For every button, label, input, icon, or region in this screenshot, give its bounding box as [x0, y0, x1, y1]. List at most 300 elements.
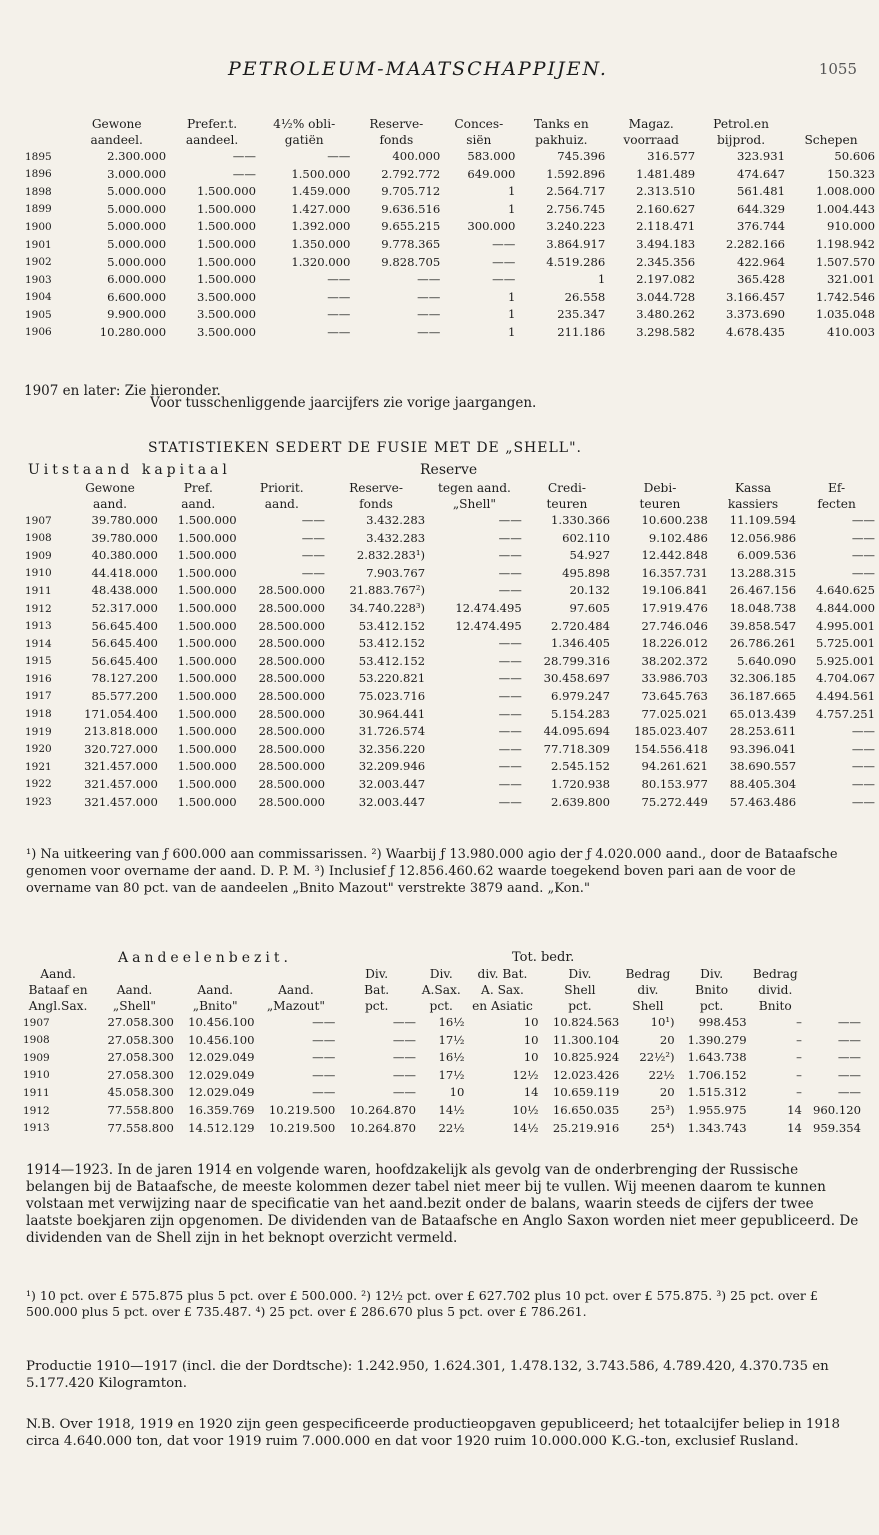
- table-cell: 39.780.000: [91, 513, 158, 527]
- table-cell: 97.605: [569, 600, 611, 615]
- table-cell: 10.659.119: [552, 1085, 620, 1100]
- column-header: div. Bat.: [477, 966, 528, 981]
- year-cell: 1905: [25, 308, 52, 321]
- table-cell: 48.438.000: [91, 583, 158, 598]
- table-cell: 1.500.000: [196, 184, 256, 199]
- table-cell: –: [796, 1085, 802, 1100]
- table-cell: 10.825.924: [552, 1050, 620, 1065]
- table-cell: 6.000.000: [107, 272, 167, 287]
- table-row: [24, 218, 876, 236]
- table-cell: 4.995.001: [815, 618, 875, 633]
- table-cell: 1.500.000: [196, 272, 256, 287]
- table-cell: 4.519.286: [546, 254, 606, 269]
- year-cell: 1908: [23, 1034, 50, 1047]
- table-cell: 1.392.000: [291, 219, 351, 234]
- table-cell: 2.197.082: [636, 272, 696, 287]
- table-cell: 2.639.800: [551, 794, 611, 809]
- table-cell: 3.864.917: [546, 236, 606, 251]
- table-cell: 11.300.104: [552, 1032, 620, 1047]
- column-header: teuren: [639, 496, 681, 511]
- table-cell: 583.000: [467, 149, 516, 163]
- table-cell: ——: [417, 324, 441, 339]
- column-header: kassiers: [727, 496, 779, 511]
- table-cell: 5.000.000: [107, 236, 167, 251]
- column-header: [24, 496, 61, 512]
- year-cell: 1912: [23, 1104, 50, 1117]
- column-header: Pref.: [183, 480, 213, 495]
- column-header: [786, 116, 876, 132]
- table-cell: 321.001: [827, 272, 875, 287]
- table-cell: 495.898: [562, 565, 611, 580]
- table-cell: 3.000.000: [107, 166, 167, 181]
- year-cell: 1921: [25, 760, 52, 773]
- statistics-footnotes: ¹) Na uitkeering van ƒ 600.000 aan commissarissen. ²) Waarbij ƒ 13.980.000 agio der ƒ 4.020.000 aand., door de Bataafsche genomen voor overname der aand. D. P. M. ³) Inclusief ƒ 12.856.460.62 waarde toegekend boven pari aan de voor de overname van 80 pct. van de aandeelen „Bnito Mazout" verstrekte 3879 aand. „Kon.": [26, 847, 838, 896]
- table-cell: 1: [507, 289, 516, 304]
- table-cell: 12.056.986: [729, 530, 797, 545]
- table-cell: 17½: [438, 1067, 465, 1082]
- table-cell: 1.330.366: [551, 513, 611, 527]
- table-row: [22, 1014, 862, 1032]
- table-cell: 1.500.000: [177, 741, 237, 756]
- table-cell: 56.645.400: [91, 618, 158, 633]
- column-header: gatiën: [284, 132, 324, 147]
- table-cell: 1.320.000: [291, 254, 351, 269]
- table-cell: 1.500.000: [177, 636, 237, 651]
- table-row: [24, 306, 876, 324]
- table-row: [22, 1049, 862, 1067]
- table-cell: 959.354: [813, 1120, 861, 1135]
- table-cell: 1.390.279: [687, 1032, 747, 1047]
- production-paragraph: Productie 1910—1917 (incl. die der Dordtsche): 1.242.950, 1.624.301, 1.478.132, 3.743.586, 4.789.420, 4.370.735 en 5.177.420 Kilogramton.: [26, 1359, 829, 1391]
- table-cell: 1.459.000: [291, 184, 351, 199]
- table-cell: ——: [851, 759, 875, 774]
- table-cell: 2.832.283¹): [356, 548, 426, 563]
- table-cell: 14: [787, 1102, 802, 1117]
- table-cell: ——: [417, 272, 441, 287]
- table-row: [24, 512, 876, 530]
- table-cell: 36.187.665: [729, 688, 797, 703]
- column-header: pct.: [699, 998, 724, 1013]
- column-header: bijprod.: [716, 132, 766, 147]
- header-row: [24, 132, 876, 148]
- header-row: [22, 982, 862, 998]
- table-cell: ——: [232, 166, 256, 181]
- table-cell: 52.317.000: [91, 600, 158, 615]
- table-cell: 321.457.000: [84, 794, 158, 809]
- year-cell: 1910: [23, 1069, 50, 1082]
- column-header: Credi-: [547, 480, 587, 495]
- table-row: [24, 201, 876, 219]
- table-cell: ——: [392, 1067, 416, 1082]
- table-cell: ——: [851, 776, 875, 791]
- table-cell: 7.903.767: [366, 565, 426, 580]
- column-header: Bedrag: [752, 966, 798, 981]
- table-cell: 1.955.975: [687, 1102, 747, 1117]
- table-cell: 1.500.000: [177, 600, 237, 615]
- header-row: [22, 966, 862, 982]
- table-cell: 3.166.457: [725, 289, 785, 304]
- table-cell: 21.883.767²): [349, 583, 426, 598]
- table-cell: 22½²): [639, 1050, 675, 1065]
- table-row: [24, 236, 876, 254]
- table-cell: 213.818.000: [84, 724, 158, 739]
- table-cell: ——: [837, 1050, 861, 1065]
- table-cell: ——: [498, 548, 522, 563]
- page-title: PETROLEUM-MAATSCHAPPIJEN.: [228, 58, 608, 80]
- table-cell: 1.515.312: [687, 1085, 747, 1100]
- table-cell: 32.003.447: [358, 794, 426, 809]
- table-cell: 53.412.152: [358, 618, 426, 633]
- table-cell: 9.705.712: [381, 184, 441, 199]
- table-cell: 17.919.476: [641, 600, 708, 615]
- table-cell: 16½: [438, 1015, 465, 1029]
- table-cell: 38.202.372: [641, 653, 708, 668]
- table-cell: 10: [449, 1085, 465, 1100]
- table-cell: 27.058.300: [107, 1067, 174, 1082]
- table-cell: 77.718.309: [543, 741, 611, 756]
- table-cell: ——: [498, 583, 522, 598]
- table-cell: 5.000.000: [107, 254, 167, 269]
- table-cell: 18.048.738: [729, 600, 797, 615]
- table-row: [24, 582, 876, 600]
- table-row: [24, 635, 876, 653]
- column-header: Ef-: [828, 480, 846, 495]
- table-cell: 27.058.300: [107, 1032, 174, 1047]
- table-cell: ——: [498, 653, 522, 668]
- year-cell: 1909: [23, 1051, 50, 1064]
- table-cell: 6.009.536: [737, 548, 797, 563]
- column-header: fonds: [359, 496, 393, 511]
- column-header: Schepen: [804, 132, 858, 147]
- table-cell: 2.545.152: [551, 759, 611, 774]
- table-cell: 1.500.000: [177, 776, 237, 791]
- table-cell: 32.003.447: [358, 776, 426, 791]
- table-cell: 2.756.745: [546, 201, 606, 216]
- table-cell: 77.025.021: [641, 706, 708, 721]
- table-cell: 6.979.247: [551, 688, 611, 703]
- column-header: Aand.: [197, 982, 233, 997]
- table-cell: 649.000: [467, 166, 516, 181]
- table-cell: 50.606: [834, 149, 875, 163]
- table-cell: 2.564.717: [546, 184, 606, 199]
- table-cell: 4.678.435: [725, 324, 785, 339]
- table-cell: 28.500.000: [258, 636, 325, 651]
- table-cell: 5.154.283: [551, 706, 611, 721]
- table-cell: 1.500.000: [177, 671, 237, 686]
- table-cell: 5.640.090: [737, 653, 797, 668]
- table-cell: 27.058.300: [107, 1015, 174, 1029]
- capital-caption: Uitstaand kapitaal: [28, 462, 231, 478]
- table-cell: 422.964: [737, 254, 785, 269]
- column-header: Magaz.: [628, 116, 674, 131]
- table-cell: 400.000: [392, 149, 441, 163]
- column-header: Angl.Sax.: [28, 998, 88, 1013]
- table-cell: ——: [301, 548, 325, 563]
- table-cell: 5.000.000: [107, 219, 167, 234]
- dividend-footnotes: ¹) 10 pct. over £ 575.875 plus 5 pct. over £ 500.000. ²) 12½ pct. over £ 627.702 plus 10 pct. over £ 575.875. ³) 25 pct. over £ 500.000 plus 5 pct. over £ 735.487. ⁴) 25 pct. over £ 286.670 plus 5 pct. over £ 786.261.: [26, 1288, 818, 1319]
- column-header: „Shell": [452, 496, 496, 511]
- table-cell: 1.643.738: [687, 1050, 747, 1065]
- year-cell: 1919: [25, 725, 52, 738]
- table-cell: 910.000: [827, 219, 875, 234]
- column-header: Bedrag: [625, 966, 671, 981]
- table-cell: ——: [498, 565, 522, 580]
- table-cell: 3.373.690: [725, 307, 785, 322]
- table-cell: 9.102.486: [648, 530, 708, 545]
- table-cell: 1.500.000: [196, 219, 256, 234]
- column-header: [24, 132, 66, 148]
- shareholdings-caption: Aandeelenbezit.: [118, 950, 292, 966]
- table-cell: ——: [498, 671, 522, 686]
- table-cell: 11.109.594: [729, 513, 797, 527]
- table-cell: 1.008.000: [815, 184, 875, 199]
- table-cell: 17½: [438, 1032, 465, 1047]
- table-cell: 2.282.166: [725, 236, 785, 251]
- table-cell: –: [796, 1067, 802, 1082]
- table-cell: 3.500.000: [196, 289, 256, 304]
- table-cell: ——: [837, 1015, 861, 1029]
- table-cell: 300.000: [467, 219, 516, 234]
- table-cell: 77.558.800: [107, 1102, 174, 1117]
- table-cell: 14: [787, 1120, 802, 1135]
- year-cell: 1914: [25, 637, 52, 650]
- table-cell: 3.494.183: [636, 236, 696, 251]
- table-cell: 28.500.000: [258, 583, 325, 598]
- table-cell: ——: [301, 565, 325, 580]
- column-header: Conces-: [454, 116, 504, 131]
- column-header: A. Sax.: [481, 982, 524, 997]
- table-cell: 19.106.841: [641, 583, 708, 598]
- header-row: [24, 496, 876, 512]
- column-header: Priorit.: [259, 480, 304, 495]
- table-cell: 320.727.000: [84, 741, 158, 756]
- table-cell: 44.418.000: [91, 565, 158, 580]
- table-cell: 323.931: [737, 149, 785, 163]
- year-cell: 1906: [25, 326, 52, 339]
- year-cell: 1908: [25, 532, 52, 545]
- table-cell: ——: [327, 272, 351, 287]
- table-cell: 2.720.484: [551, 618, 611, 633]
- table-cell: ——: [312, 1050, 336, 1065]
- table-row: [24, 530, 876, 548]
- table-cell: ——: [492, 236, 516, 251]
- table-cell: ——: [417, 307, 441, 322]
- table-cell: 10.264.870: [349, 1120, 416, 1135]
- table-cell: 321.457.000: [84, 759, 158, 774]
- table-cell: 3.298.582: [636, 324, 696, 339]
- table-cell: 39.858.547: [729, 618, 797, 633]
- table-cell: 1.500.000: [177, 688, 237, 703]
- table-cell: ——: [498, 759, 522, 774]
- column-header: Reserve-: [349, 480, 403, 495]
- column-header: Aand.: [278, 982, 314, 997]
- table-row: [24, 166, 876, 184]
- total-amount-caption: Tot. bedr.: [512, 950, 575, 965]
- column-header: siën: [466, 132, 492, 147]
- table-cell: 1.481.489: [636, 166, 696, 181]
- column-header: aand.: [181, 496, 216, 511]
- table-cell: 9.778.365: [381, 236, 441, 251]
- table-cell: 1.500.000: [177, 583, 237, 598]
- table-cell: 56.645.400: [91, 636, 158, 651]
- table-cell: 26.467.156: [729, 583, 797, 598]
- table-cell: 22½: [648, 1067, 675, 1082]
- table-cell: ——: [498, 706, 522, 721]
- table-row: [22, 1084, 862, 1102]
- table-cell: 1.500.000: [291, 166, 351, 181]
- table-cell: 14.512.129: [188, 1120, 255, 1135]
- column-header: fonds: [379, 132, 414, 147]
- year-cell: 1910: [25, 567, 52, 580]
- table-cell: –: [796, 1050, 802, 1065]
- table-cell: ——: [392, 1085, 416, 1100]
- table-cell: 1: [507, 307, 516, 322]
- table-cell: 26.786.261: [729, 636, 797, 651]
- table-cell: 65.013.439: [729, 706, 797, 721]
- table-cell: 28.500.000: [258, 706, 325, 721]
- table-cell: 28.500.000: [258, 724, 325, 739]
- table-cell: ——: [301, 530, 325, 545]
- balance-table-1895-1906: [24, 116, 876, 342]
- header-row: [22, 998, 862, 1014]
- table-cell: 31.726.574: [358, 724, 426, 739]
- table-cell: 316.577: [647, 149, 696, 163]
- column-header: A.Sax.: [421, 982, 461, 997]
- table-cell: 376.744: [737, 219, 785, 234]
- column-header: aand.: [92, 496, 128, 511]
- year-cell: 1915: [25, 655, 52, 668]
- table-cell: 94.261.621: [641, 759, 708, 774]
- column-header: 4½% obli-: [273, 116, 336, 131]
- year-cell: 1913: [25, 620, 52, 633]
- statistics-title: STATISTIEKEN SEDERT DE FUSIE MET DE „SHELL".: [148, 440, 582, 456]
- table-cell: 34.740.228³): [349, 600, 426, 615]
- table-cell: 2.313.510: [636, 184, 696, 199]
- year-cell: 1911: [25, 584, 52, 597]
- year-cell: 1920: [25, 743, 52, 756]
- table-cell: 30.964.441: [358, 706, 426, 721]
- year-cell: 1907: [25, 514, 52, 527]
- table-cell: ——: [851, 794, 875, 809]
- table-cell: 474.647: [737, 166, 785, 181]
- table-row: [24, 148, 876, 166]
- year-cell: 1911: [23, 1086, 50, 1099]
- table-cell: 44.095.694: [543, 724, 611, 739]
- table-row: [24, 254, 876, 272]
- nota-bene-paragraph: N.B. Over 1918, 1919 en 1920 zijn geen gespecificeerde productieopgaven gepubliceerd; het totaalcijfer beliep in 1918 circa 4.640.000 ton, dat voor 1919 ruim 7.000.000 en dat voor 1920 ruim 10.000.000 K.G.-ton, exclusief Rusland.: [26, 1417, 840, 1449]
- table-cell: 1.500.000: [177, 618, 237, 633]
- table-cell: 10¹): [650, 1015, 675, 1029]
- table-cell: 16.357.731: [641, 565, 708, 580]
- table-cell: 1.742.546: [815, 289, 875, 304]
- table-cell: 3.044.728: [636, 289, 696, 304]
- table-cell: 2.118.471: [636, 219, 696, 234]
- table-cell: ——: [232, 149, 256, 163]
- table-cell: 10: [523, 1032, 539, 1047]
- table-cell: 1.500.000: [177, 724, 237, 739]
- table-cell: 28.500.000: [258, 600, 325, 615]
- table-cell: 78.127.200: [91, 671, 158, 686]
- table-cell: 10.219.500: [268, 1120, 336, 1135]
- table-cell: ——: [492, 272, 516, 287]
- table-cell: 1.720.938: [551, 776, 611, 791]
- table-cell: 10.280.000: [99, 324, 167, 339]
- column-header: [175, 966, 256, 982]
- table-cell: 365.428: [737, 272, 785, 287]
- table-cell: ——: [498, 794, 522, 809]
- table-cell: 16.650.035: [552, 1102, 620, 1117]
- column-header: Aand.: [116, 982, 153, 997]
- table-cell: 45.058.300: [107, 1085, 174, 1100]
- table-cell: 1.500.000: [196, 254, 256, 269]
- table-cell: ——: [301, 513, 325, 527]
- table-cell: 28.500.000: [258, 671, 325, 686]
- table-cell: 1.500.000: [177, 794, 237, 809]
- year-cell: 1923: [25, 796, 52, 809]
- table-cell: 9.655.215: [381, 219, 441, 234]
- table-cell: 1: [597, 272, 606, 287]
- table-cell: 10.824.563: [552, 1015, 620, 1029]
- table-cell: ——: [392, 1015, 416, 1029]
- table-cell: ——: [312, 1032, 336, 1047]
- table-cell: 2.300.000: [107, 149, 167, 163]
- table-cell: 1.500.000: [177, 706, 237, 721]
- table-cell: 3.432.283: [366, 530, 426, 545]
- table-cell: ——: [851, 741, 875, 756]
- table-cell: 185.023.407: [634, 724, 708, 739]
- table-cell: 16.359.769: [188, 1102, 255, 1117]
- table-cell: 1: [507, 184, 516, 199]
- year-cell: 1922: [25, 778, 52, 791]
- column-header: teuren: [546, 496, 588, 511]
- column-header: [256, 966, 337, 982]
- table-cell: 12.474.495: [455, 618, 522, 633]
- table1-note: Voor tusschenliggende jaarcijfers zie vorige jaargangen.: [150, 395, 537, 411]
- table-cell: ——: [851, 565, 875, 580]
- table-cell: 3.500.000: [196, 307, 256, 322]
- table-cell: 150.323: [827, 166, 875, 181]
- table-cell: 75.023.716: [358, 688, 426, 703]
- column-header: pct.: [568, 998, 592, 1013]
- table-cell: 211.186: [557, 324, 606, 339]
- table-cell: 25⁴): [650, 1120, 675, 1135]
- table-cell: 4.494.561: [815, 688, 875, 703]
- column-header: divid.: [758, 982, 793, 997]
- table-cell: 73.645.763: [641, 688, 708, 703]
- table-cell: ——: [851, 724, 875, 739]
- year-cell: 1899: [25, 203, 52, 216]
- column-header: Tanks en: [533, 116, 589, 131]
- table-cell: 32.356.220: [358, 741, 426, 756]
- table-cell: 14½: [512, 1120, 539, 1135]
- table-cell: 5.000.000: [107, 184, 167, 199]
- table-cell: 1.198.942: [815, 236, 875, 251]
- column-header: Debi-: [643, 480, 677, 495]
- table-cell: 33.986.703: [641, 671, 708, 686]
- table-cell: ——: [837, 1085, 861, 1100]
- header-row: [24, 116, 876, 132]
- table-cell: 32.306.185: [729, 671, 797, 686]
- table-cell: 154.556.418: [634, 741, 708, 756]
- table-cell: 27.058.300: [107, 1050, 174, 1065]
- table-cell: 171.054.400: [84, 706, 158, 721]
- column-header: Bnito: [695, 982, 729, 997]
- table-row: [24, 653, 876, 671]
- column-header: Aand.: [40, 966, 76, 981]
- table-row: [24, 706, 876, 724]
- year-cell: 1898: [25, 185, 52, 198]
- year-cell: 1895: [25, 150, 52, 163]
